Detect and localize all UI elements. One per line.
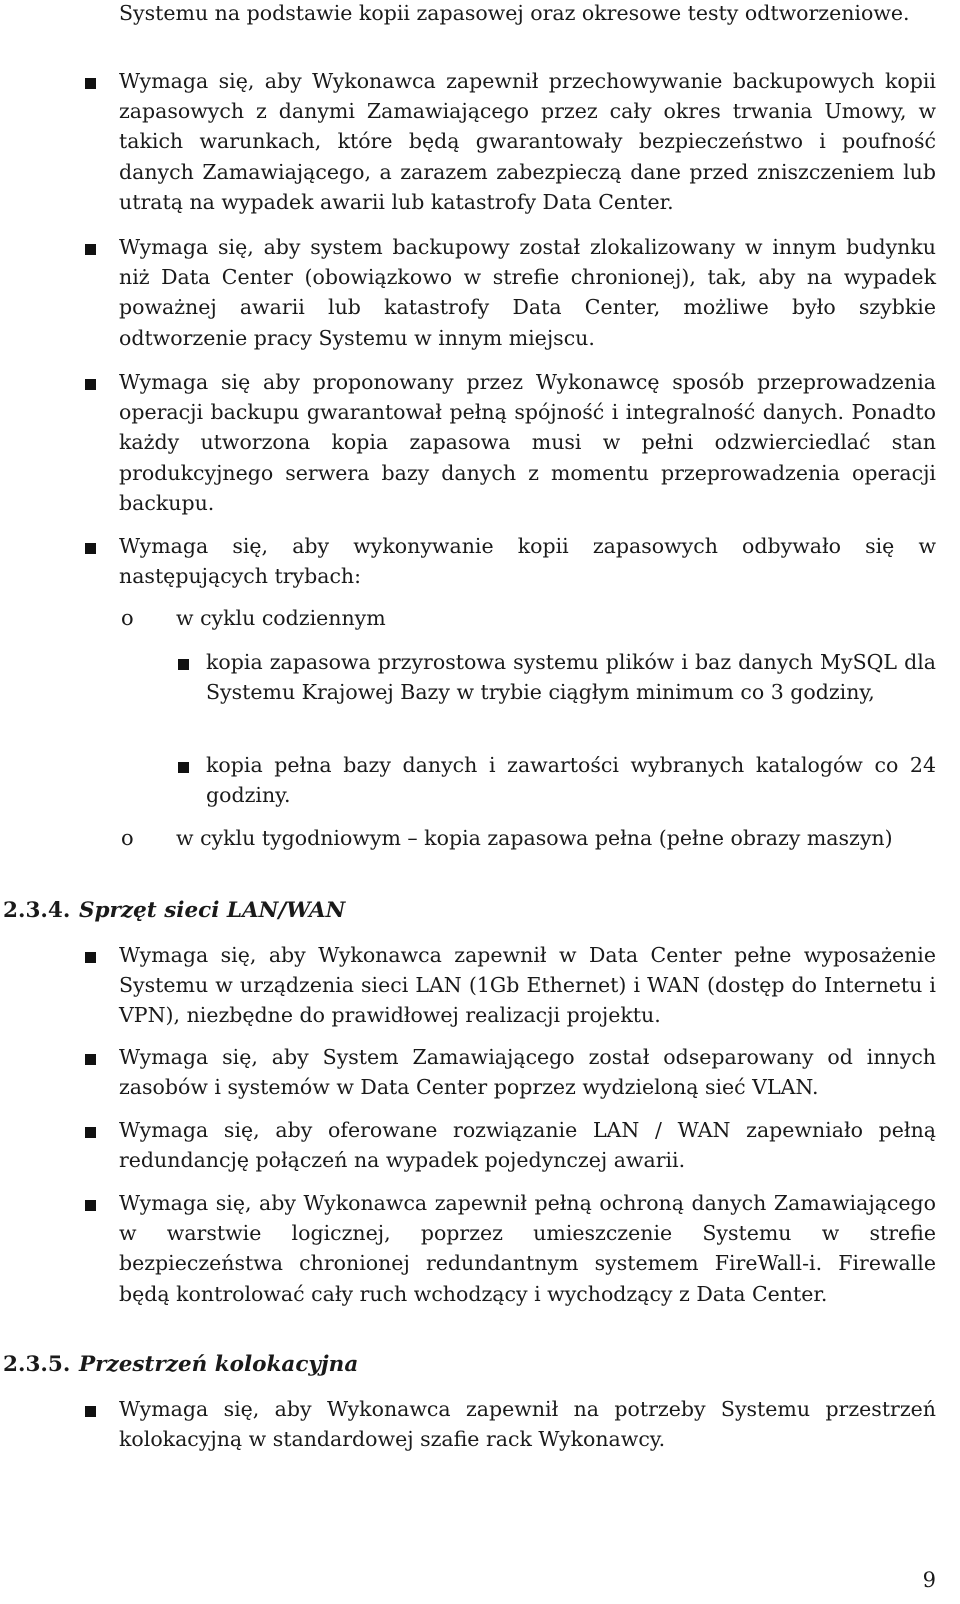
- section-title: Przestrzeń kolokacyjna: [79, 1352, 359, 1377]
- bullet-square-icon: [85, 952, 96, 963]
- list-item-full-backup: kopia pełna bazy danych i zawartości wybranych katalogów co 24 godziny.: [206, 753, 936, 808]
- section-heading-lan-wan: [3, 896, 345, 926]
- section-title: Sprzęt sieci LAN/WAN: [79, 898, 346, 923]
- bullet-square-icon: [85, 1406, 96, 1417]
- list-item-daily: w cyklu codziennym: [176, 606, 386, 630]
- paragraph-backup-location: Wymaga się, aby system backupowy został zlokalizowany w innym budynku niż Data Center (obowiązkowo w strefie chronionej), tak, aby na wypadek poważnej awarii lub katastrofy Data Center, możliwe było szybkie odtworzenie pracy Systemu w innym miejscu.: [119, 235, 936, 350]
- bullet-square-icon: [178, 762, 189, 773]
- sub-list-marker: o: [121, 606, 134, 630]
- paragraph-firewall: Wymaga się, aby Wykonawca zapewnił pełną ochroną danych Zamawiającego w warstwie logicznej, poprzez umieszczenie Systemu w strefie bezpieczeństwa chronionej redundantnym systemem FireWall-i. Firewalle będą kontrolować cały ruch wchodzący i wychodzący z Data Center.: [119, 1191, 936, 1306]
- bullet-square-icon: [178, 659, 189, 670]
- paragraph-lan-wan-equipment: Wymaga się, aby Wykonawca zapewnił w Data Center pełne wyposażenie Systemu w urządzenia sieci LAN (1Gb Ethernet) i WAN (dostęp do Internetu i VPN), niezbędne do prawidłowej realizacji projektu.: [119, 943, 936, 1028]
- page-number: 9: [922, 1568, 936, 1592]
- paragraph-backup-storage: Wymaga się, aby Wykonawca zapewnił przechowywanie backupowych kopii zapasowych z danymi Zamawiającego przez cały okres trwania Umowy, w takich warunkach, które będą gwarantowały bezpieczeństwo i poufność danych Zamawiającego, a zarazem zabezpieczą dane przed zniszczeniem lub utratą na wypadek awarii lub katastrofy Data Center.: [119, 69, 936, 214]
- bullet-square-icon: [85, 1054, 96, 1065]
- bullet-square-icon: [85, 244, 96, 255]
- sub-list-marker: o: [121, 826, 134, 850]
- paragraph-backup-consistency: Wymaga się aby proponowany przez Wykonawcę sposób przeprowadzenia operacji backupu gwarantował pełną spójność i integralność danych. Ponadto każdy utworzona kopia zapasowa musi w pełni odzwierciedlać stan produkcyjnego serwera bazy danych z momentu przeprowadzenia operacji backupu.: [119, 370, 936, 515]
- paragraph-colocation: Wymaga się, aby Wykonawca zapewnił na potrzeby Systemu przestrzeń kolokacyjną w standardowej szafie rack Wykonawcy.: [119, 1397, 936, 1452]
- paragraph-vlan: Wymaga się, aby System Zamawiającego został odseparowany od innych zasobów i systemów w Data Center poprzez wydzieloną sieć VLAN.: [119, 1045, 936, 1100]
- paragraph-redundancy: Wymaga się, aby oferowane rozwiązanie LAN / WAN zapewniało pełną redundancję połączeń na wypadek pojedynczej awarii.: [119, 1118, 936, 1173]
- bullet-square-icon: [85, 1200, 96, 1211]
- paragraph-backup-modes: Wymaga się, aby wykonywanie kopii zapasowych odbywało się w następujących trybach:: [119, 534, 936, 589]
- bullet-square-icon: [85, 543, 96, 554]
- section-number: 2.3.5.: [3, 1352, 71, 1377]
- bullet-square-icon: [85, 1127, 96, 1138]
- bullet-square-icon: [85, 78, 96, 89]
- list-item-weekly: w cyklu tygodniowym – kopia zapasowa pełna (pełne obrazy maszyn): [176, 826, 893, 850]
- bullet-square-icon: [85, 379, 96, 390]
- list-item-incremental-backup: kopia zapasowa przyrostowa systemu plików i baz danych MySQL dla Systemu Krajowej Bazy w trybie ciągłym minimum co 3 godziny,: [206, 650, 936, 705]
- section-heading-colocation: [3, 1350, 358, 1380]
- section-number: 2.3.4.: [3, 898, 71, 923]
- paragraph-continuation: Systemu na podstawie kopii zapasowej oraz okresowe testy odtworzeniowe.: [119, 1, 910, 25]
